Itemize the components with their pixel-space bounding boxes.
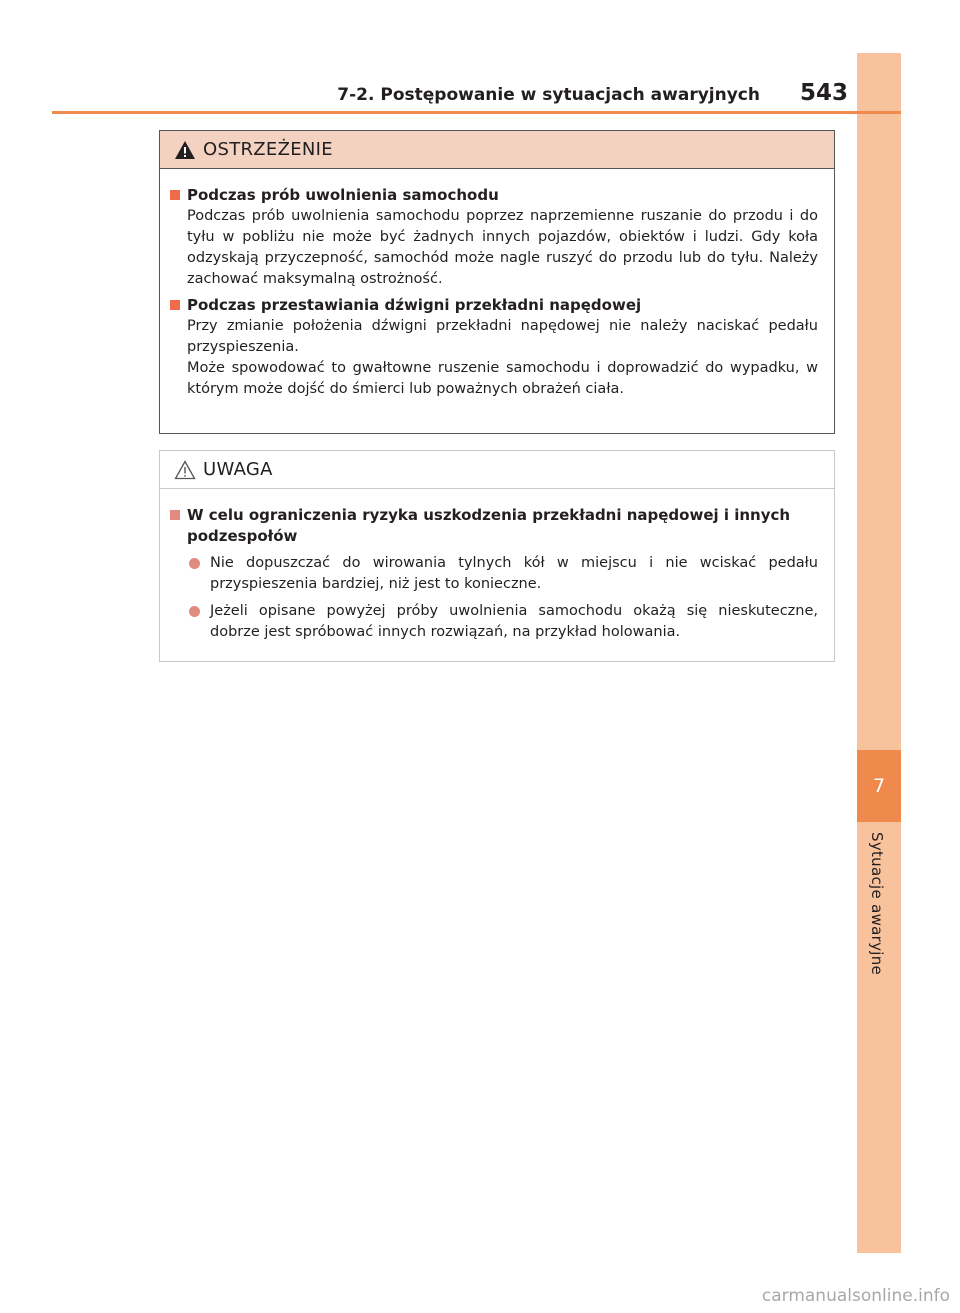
warning-header — [160, 131, 834, 169]
warning-section-2-heading: Podczas przestawiania dźwigni przekładni napędowej — [187, 296, 642, 314]
warning-section-2-text: Przy zmianie położenia dźwigni przekładni napędowej nie należy naciskać pedału przyspieszenia. — [187, 318, 818, 355]
caution-heading: W celu ograniczenia ryzyka uszkodzenia przekładni napędowej i innych podzespołów — [187, 506, 791, 545]
header-rule — [52, 111, 901, 114]
warning-section-heading — [168, 295, 818, 316]
warning-section-1-heading: Podczas prób uwolnienia samochodu — [187, 186, 499, 204]
page-number: 543 — [800, 80, 849, 106]
circle-bullet-icon — [189, 558, 200, 569]
warning-section-1-text: Podczas prób uwolnienia samochodu poprzez naprzemienne ruszanie do przodu i do tyłu w pobliżu nie może być żadnych innych pojazdów, obiektów i ludzi. Gdy koła odzyskają przyczepność, samochód może nagle ruszyć do przodu lub do tyłu. Należy zachować maksymalną ostrożność. — [187, 208, 818, 287]
caution-header — [160, 451, 834, 489]
caution-triangle-icon — [174, 460, 196, 480]
warning-section-heading — [168, 185, 818, 206]
warning-box — [159, 130, 835, 434]
list-item — [187, 601, 818, 643]
warning-section-2-text2: Może spowodować to gwałtowne ruszenie samochodu i doprowadzić do wypadku, w którym może dojść do śmierci lub poważnych obrażeń ciała. — [187, 360, 818, 397]
caution-section-heading — [168, 505, 818, 547]
warning-body — [160, 169, 834, 400]
list-item — [187, 553, 818, 595]
warning-title: OSTRZEŻENIE — [203, 139, 333, 160]
square-bullet-icon — [170, 300, 180, 310]
square-bullet-icon — [170, 510, 180, 520]
side-tab — [857, 53, 901, 1253]
caution-body — [160, 489, 834, 643]
square-bullet-icon — [170, 190, 180, 200]
circle-bullet-icon — [189, 606, 200, 617]
warning-triangle-icon — [174, 140, 196, 160]
page-header-title: 7-2. Postępowanie w sytuacjach awaryjnych — [337, 85, 760, 105]
chapter-label: Sytuacje awaryjne — [868, 832, 886, 976]
caution-box — [159, 450, 835, 662]
watermark: carmanualsonline.info — [761, 1286, 950, 1306]
chapter-number: 7 — [857, 750, 901, 822]
caution-bullet-1: Nie dopuszczać do wirowania tylnych kół w miejscu i nie wciskać pedału przyspieszenia bardziej, niż jest to konieczne. — [210, 555, 818, 592]
caution-title: UWAGA — [203, 459, 273, 480]
caution-bullet-2: Jeżeli opisane powyżej próby uwolnienia samochodu okażą się nieskuteczne, dobrze jest spróbować innych rozwiązań, na przykład holowania. — [210, 603, 818, 640]
